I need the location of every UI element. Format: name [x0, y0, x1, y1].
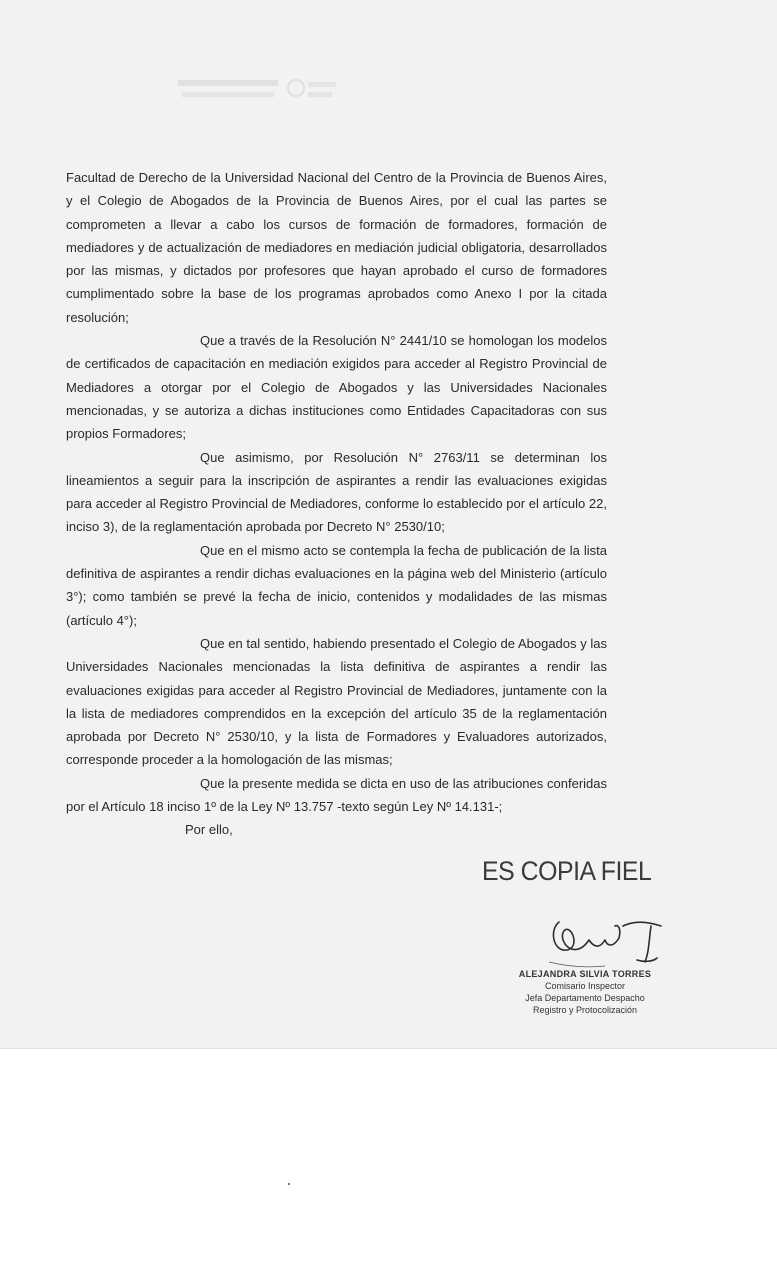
paragraph-resolucion-2441: Que a través de la Resolución N° 2441/10 se homologan los modelos de certificados de capacitación en mediación exigidos para acceder al Registro Provincial de Mediadores a otorgar por el Colegio de Abogados y las Universidades Nacionales mencionadas, y se autoriza a dichas instituciones como Entidades Capacitadoras con sus propios Formadores; — [66, 333, 607, 442]
paragraph-resolucion-2763: Que asimismo, por Resolución N° 2763/11 se determinan los lineamientos a seguir para la inscripción de aspirantes a rendir las evaluaciones exigidas para acceder al Registro Provincial de Mediadores, conforme lo establecido por el artículo 22, inciso 3), de la reglamentación aprobada por Decreto N° 2530/10; — [66, 449, 607, 535]
paragraph-tal-sentido: Que en tal sentido, habiendo presentado el Colegio de Abogados y las Universidades Nacionales mencionadas la lista definitiva de aspirantes a rendir las evaluaciones exigidas para acceder al Registro Provincial de Mediadores, juntamente con la la lista de mediadores comprendidos en la excepción del artículo 35 de la reglamentación aprobada por Decreto N° 2530/10, y la lista de Formadores y Evaluadores autorizados, corresponde proceder a la homologación de las mismas; — [66, 635, 607, 768]
paragraph-atribuciones: Que la presente medida se dicta en uso de las atribuciones conferidas por el Artículo 18 inciso 1º de la Ley Nº 13.757 -texto según Ley Nº 14.131-; — [66, 775, 607, 815]
letterhead-logo-icon — [178, 76, 338, 106]
paragraph-continuation: Facultad de Derecho de la Universidad Nacional del Centro de la Provincia de Buenos Aires, y el Colegio de Abogados de la Provincia de Buenos Aires, por el cual las partes se comprometen a llevar a cabo los cursos de formación de formadores, formación de mediadores y de actualización de mediadores en mediación judicial obligatoria, desarrollados por las mismas, y dictados por profesores que hayan aprobado el curso de formadores cumplimentado sobre la base de los programas aprobados como Anexo I por la citada resolución; — [66, 170, 607, 325]
signatory-name: ALEJANDRA SILVIA TORRES — [518, 969, 652, 979]
scan-speck — [288, 1183, 290, 1185]
paragraph-mismo-acto: Que en el mismo acto se contempla la fecha de publicación de la lista definitiva de aspirantes a rendir dichas evaluaciones en la página web del Ministerio (artículo 3°); como también se prevé la fecha de inicio, contenidos y modalidades de las mismas (artículo 4°); — [66, 542, 607, 628]
signatory-position: Jefa Departamento Despacho — [525, 993, 645, 1003]
signatory-department: Registro y Protocolización — [532, 1005, 638, 1015]
faded-letterhead — [178, 76, 338, 106]
handwritten-signature-icon — [545, 900, 670, 970]
closing-phrase: Por ello, — [185, 822, 233, 838]
copia-fiel-stamp: ES COPIA FIEL — [482, 856, 652, 886]
signatory-rank: Comisario Inspector — [544, 981, 626, 991]
signature-block — [495, 968, 675, 1016]
document-body — [66, 166, 607, 842]
